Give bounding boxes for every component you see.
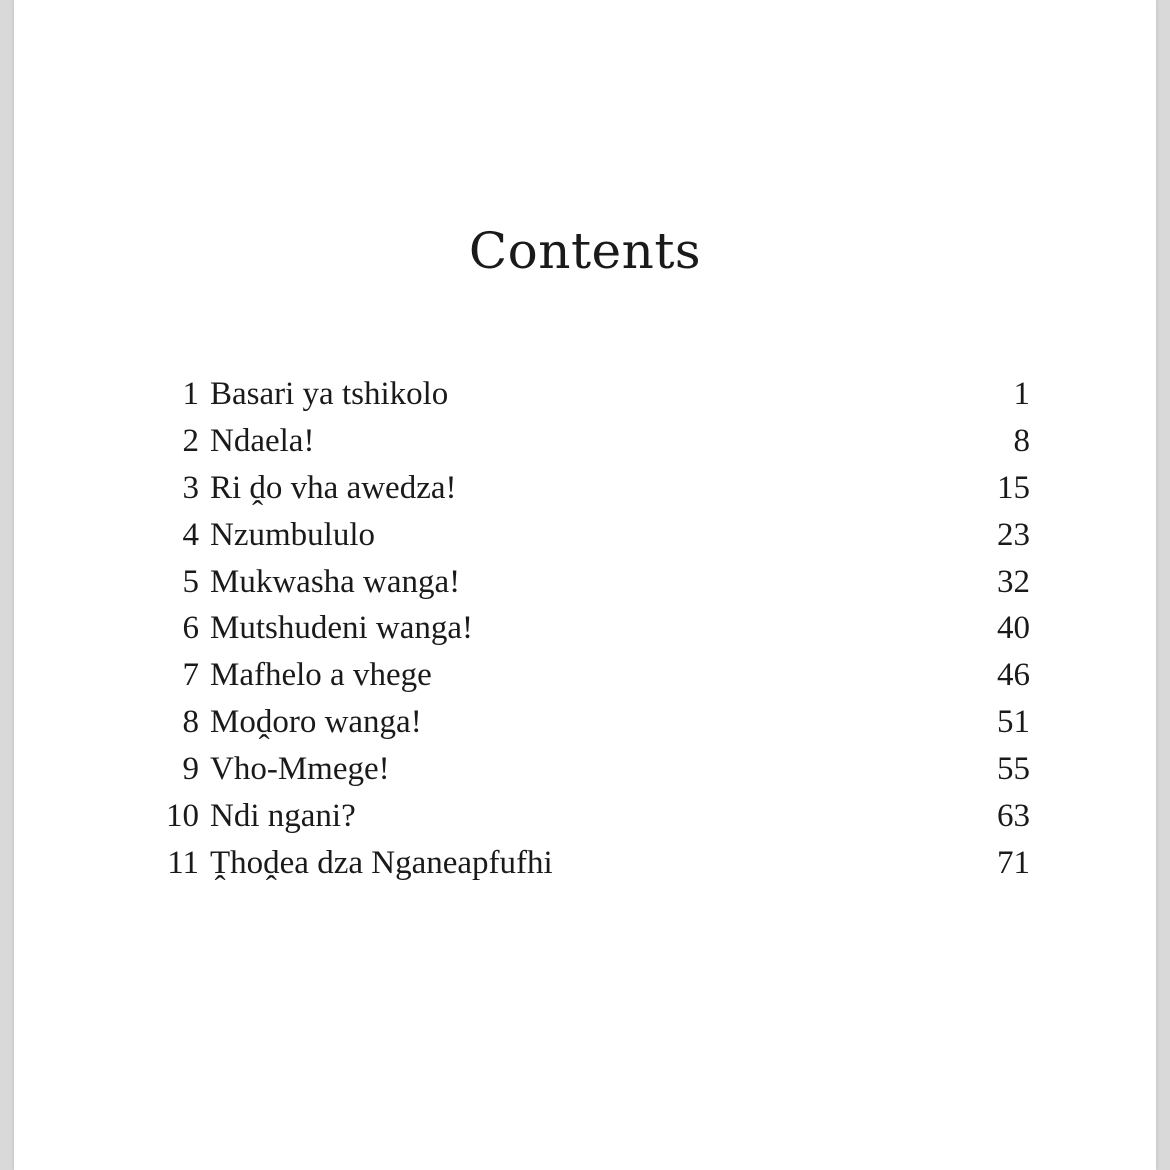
- entry-page: 1: [1013, 376, 1030, 412]
- entry-number: 10: [166, 798, 199, 835]
- entry-page: 46: [997, 657, 1030, 694]
- entry-page: 55: [997, 751, 1030, 788]
- toc-entry[interactable]: [14, 418, 1156, 465]
- entry-number: 2: [182, 422, 199, 459]
- entry-page: 63: [997, 798, 1030, 835]
- toc-entry[interactable]: [14, 793, 1156, 840]
- toc-entry[interactable]: [14, 371, 1156, 418]
- entry-number: 7: [182, 657, 199, 694]
- toc-entry[interactable]: [14, 465, 1156, 512]
- toc-entry[interactable]: [14, 840, 1156, 887]
- entry-title: Basari ya tshikolo: [210, 376, 449, 412]
- entry-number: 4: [182, 516, 199, 553]
- toc-entry[interactable]: [14, 699, 1156, 746]
- toc-entry[interactable]: [14, 512, 1156, 559]
- table-of-contents: [14, 371, 1156, 887]
- entry-number: 9: [182, 751, 199, 788]
- entry-title: Ndi ngani?: [210, 798, 356, 835]
- entry-title: Ri ḓo vha awedza!: [210, 469, 457, 506]
- entry-number: 11: [167, 844, 199, 881]
- toc-entry[interactable]: [14, 746, 1156, 793]
- entry-title: Mukwasha wanga!: [210, 563, 461, 600]
- entry-page: 51: [997, 704, 1030, 741]
- toc-entry[interactable]: [14, 652, 1156, 699]
- entry-title: Ndaela!: [210, 422, 315, 459]
- entry-number: 1: [182, 376, 199, 412]
- entry-number: 5: [182, 563, 199, 600]
- entry-number: 6: [182, 610, 199, 647]
- entry-title: Mafhelo a vhege: [210, 657, 432, 694]
- page-title: Contents: [468, 222, 702, 280]
- toc-entry[interactable]: [14, 559, 1156, 606]
- document-page: [14, 0, 1156, 1170]
- entry-title: Nzumbululo: [210, 516, 375, 553]
- entry-number: 8: [182, 704, 199, 741]
- entry-page: 23: [997, 516, 1030, 553]
- entry-page: 32: [997, 563, 1030, 600]
- entry-page: 8: [1013, 422, 1030, 459]
- entry-title: Vho-Mmege!: [210, 751, 390, 788]
- entry-number: 3: [182, 469, 199, 506]
- entry-title: Mutshudeni wanga!: [210, 610, 474, 647]
- entry-title: Ṱhoḓea dza Nganeapfufhi: [210, 844, 553, 881]
- toc-entry[interactable]: [14, 605, 1156, 652]
- entry-page: 15: [997, 469, 1030, 506]
- entry-page: 40: [997, 610, 1030, 647]
- entry-page: 71: [997, 844, 1030, 881]
- entry-title: Moḓoro wanga!: [210, 704, 422, 741]
